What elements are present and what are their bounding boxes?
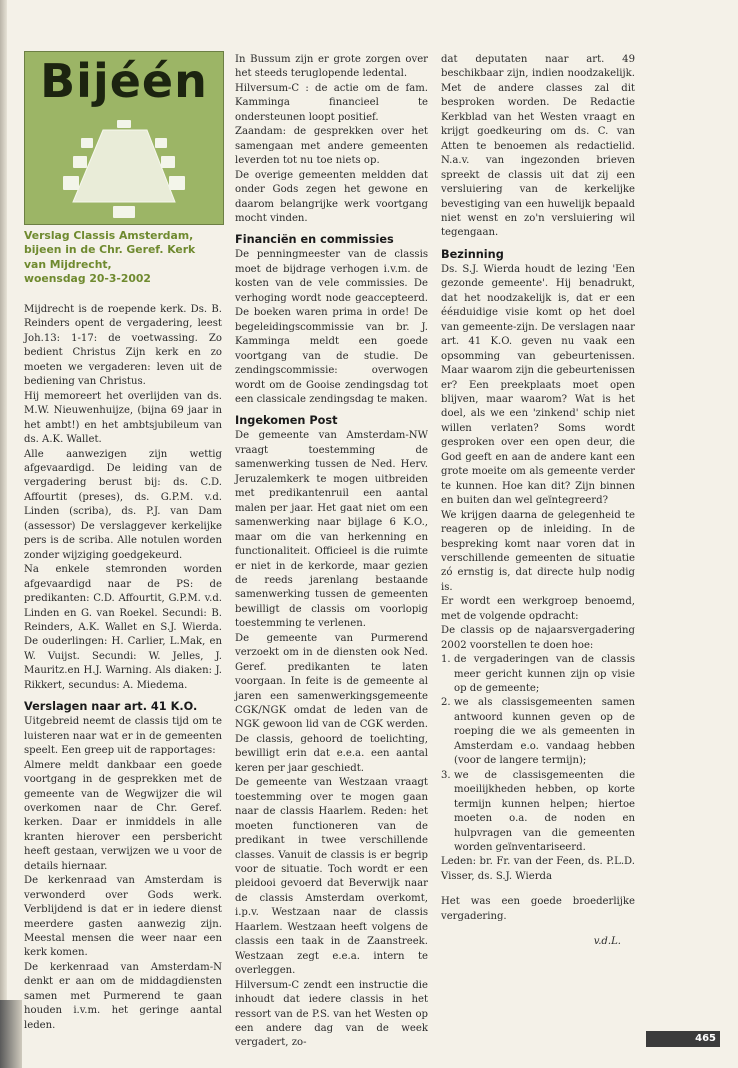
column-1	[24, 303, 222, 1033]
list-item-text: de vergaderingen van de classis meer gericht kunnen zijn op visie op de gemeente;	[454, 654, 635, 695]
page-binding-edge	[0, 0, 7, 1068]
list-item	[441, 769, 635, 856]
paragraph: We krijgen daarna de gelegenheid te reageren op de inleiding. In de bespreking komt naar voren dat in verschillende gemeenten de situatie zó ernstig is, dat directe hulp nodig is.	[441, 509, 635, 593]
header-illustration	[24, 51, 224, 225]
paragraph: dat deputaten naar art. 49 beschikbaar zijn, indien noodzakelijk. Met de andere classes zal dit besproken worden. De Redactie Kerkblad van het Westen vraagt en krijgt goedkeuring om ds. C. van Atten te benoemen als redactielid. N.a.v. van ingezonden brieven spreekt de classis uit dat zij een versluiering van de kerkelijke bevestiging van een huwelijk bepaald niet wenst en zo'n versluiering wil tegengaan.	[441, 54, 635, 239]
author-signature: v.d.L.	[593, 936, 621, 948]
column-3	[441, 53, 635, 950]
paragraph: Almere meldt dankbaar een goede voortgang in de gesprekken met de gemeente van de Wegwijzer die wil overkomen naar de Chr. Geref. kerken. Daar er inmiddels in alle kranten hierover een persbericht heeft gestaan, verwijzen we u voor de details hiernaar.	[24, 759, 222, 872]
section-heading-post: Ingekomen Post	[235, 414, 338, 428]
paragraph: Ds. S.J. Wierda houdt de lezing 'Een gezonde gemeente'. Hij benadrukt, dat het noodzakelijk is, dat er een ééнduidige visie komt op het doel van gemeente-zijn. De verslagen naar art. 41 K.O. geven nu vaak een opsomming van gebeurtenissen. Maar waarom zijn die gebeurtenissen er? Een preekplaats moet open blijven, maar waarom? Wat is het doel, als we een 'zinkend' schip niet willen verlaten? Soms wordt gesproken over een open deur, die God geeft en aan de andere kant een grote moeite om als gemeente verder te kunnen. Hoe kan dit? Zijn binnen en buiten dan wel geïntegreerd?	[441, 263, 635, 507]
paragraph: De gemeente van Purmerend verzoekt om in de diensten ook Ned. Geref. predikanten te laten voorgaan. In feite is de gemeente al jaren een samenwerkingsgemeente CGK/NGK omdat de leden van de NGK gewoon lid van de CGK werden. De classis, gehoord de toelichting, bewilligt erin dat e.e.a. een aantal keren per jaar geschiedt.	[235, 632, 428, 774]
paragraph: Hilversum-C : de actie om de fam. Kamminga financieel te ondersteunen loopt positief.	[235, 82, 428, 123]
list-item-number: 1.	[441, 654, 451, 666]
page-number: 465	[646, 1031, 720, 1047]
paragraph: Uitgebreid neemt de classis tijd om te luisteren naar wat er in de gemeenten speelt. Een greep uit de rapportages:	[24, 716, 222, 757]
paragraph: De kerkenraad van Amsterdam is verwonderd over Gods werk. Verblijdend is dat er in iedere dienst meerdere gasten aanwezig zijn. Meestal mensen die weer naar een kerk komen.	[24, 875, 222, 959]
paragraph: Na enkele stemronden worden afgevaardigd naar de PS: de predikanten: C.D. Affourtit, G.P.M. v.d. Linden en G. van Roekel. Secundi: B. Reinders, A.K. Wallet en S.J. Wierda. De ouderlingen: H. Carlier, L.Mak, en W. Vuijst. Secundi: W. Jelles, J. Mauritz.en H.J. Warning. Als diaken: J. Rikkert, secundus: A. Miedema.	[24, 564, 222, 691]
paragraph: Het was een goede broederlijke vergadering.	[441, 896, 635, 922]
column-2	[235, 53, 428, 1051]
report-title-line: woensdag 20-3-2002	[24, 272, 151, 286]
paragraph: Zaandam: de gesprekken over het samengaan met andere gemeenten leverden tot nu toe niets op.	[235, 126, 428, 167]
report-title-line: Verslag Classis Amsterdam,	[24, 229, 194, 242]
list-item-text: we als classisgemeenten samen antwoord kunnen geven op de roeping die we als gemeenten in Amsterdam e.o. vandaag hebben (voor de langere termijn);	[454, 697, 635, 767]
paragraph: Mijdrecht is de roepende kerk. Ds. B. Reinders opent de vergadering, leest Joh.13: 1-17: de voetwassing. Zo bedient Christus Zijn kerk en zo moeten we vergaderen: leven uit de bediening van Christus.	[24, 304, 222, 388]
section-heading-bezinning: Bezinning	[441, 247, 504, 261]
paragraph: De kerkenraad van Amsterdam-N denkt er aan om de middagdiensten samen met Purmerend te gaan houden i.v.m. het geringe aantal leden.	[24, 961, 222, 1031]
paragraph: Hilversum-C zendt een instructie die inhoudt dat iedere classis in het ressort van de P.S. van het Westen op een andere dag van de week vergadert, zo-	[235, 979, 428, 1049]
report-title-line: bijeen in de Chr. Geref. Kerk	[24, 243, 196, 257]
paragraph: De overige gemeenten meldden dat onder Gods zegen het gewone en daarom belangrijke werk voortgang mocht vinden.	[235, 169, 428, 224]
page-binding-shadow	[0, 1000, 22, 1068]
paragraph: Hij memoreert het overlijden van ds. M.W. Nieuwenhuijze, (bijna 69 jaar in het ambt!) en het ambtsjubileum van ds. A.K. Wallet.	[24, 390, 222, 446]
paragraph: In Bussum zijn er grote zorgen over het steeds teruglopende ledental.	[235, 54, 428, 80]
section-heading-financien: Financiën en commissies	[235, 233, 394, 247]
header-title: Bijéén	[40, 54, 208, 108]
paragraph: Alle aanwezigen zijn wettig afgevaardigd. De leiding van de vergadering berust bij: ds. C.D. Affourtit (preses), ds. G.P.M. v.d. Linden (scriba), ds. P.J. van Dam (assessor) De verslaggever kerkelijke pers is de scriba. Alle notulen worden zonder wijziging goedgekeurd.	[24, 448, 222, 561]
report-title	[24, 229, 224, 287]
list-item	[441, 696, 635, 768]
report-title-line: van Mijdrecht,	[24, 257, 112, 271]
paragraph: De gemeente van Westzaan vraagt toestemming over te mogen gaan naar de classis Haarlem. Reden: het moeten functioneren van de predikant in twee verschillende classes. Vanuit de classis is er begrip voor de situatie. Toch wordt er een pleidooi gevoerd dat Beverwijk naar de classis Amsterdam overkomt, i.p.v. Westzaan naar de classis Haarlem. Westzaan heeft volgens de classis een taak in de Zaanstreek. Westzaan zegt e.e.a. intern te overleggen.	[235, 777, 428, 977]
paragraph: De penningmeester van de classis moet de bijdrage verhogen i.v.m. de kosten van de vele commissies. De verhoging wordt node geaccepteerd. De boeken waren prima in orde! De begeleidingscommissie van br. J. Kamminga meldt een goede voortgang van de studie. De zendingscommissie: overwogen wordt om de Gooise zendingsdag tot een classicale zendingsdag te maken.	[235, 249, 428, 405]
list-item	[441, 653, 635, 696]
list-item-number: 2.	[441, 697, 451, 709]
paragraph: De classis op de najaarsvergadering 2002 voorstellen te doen hoe:	[441, 625, 635, 651]
list-item-text: we de classisgemeenten die moeilijkheden hebben, op korte termijn kunnen helpen; hiertoe moeten o.a. de noden en hulpvragen van die gemeenten worden geïnventariseerd.	[454, 769, 635, 854]
section-heading-verslagen: Verslagen naar art. 41 K.O.	[24, 700, 198, 714]
assignment-list	[441, 653, 635, 855]
paragraph: Er wordt een werkgroep benoemd, met de volgende opdracht:	[441, 596, 635, 622]
paragraph: De gemeente van Amsterdam-NW vraagt toestemming de samenwerking tussen de Ned. Herv. Jeruzalemkerk te mogen uitbreiden met predikantenruil een aantal malen per jaar. Het gaat niet om een samenwerking naar bijlage 6 K.O., maar om die van herkenning en functionaliteit. Officieel is die ruimte er niet in de kerkorde, maar gezien de reeds jarenlang bestaande samenwerking tussen de gemeenten bewilligt de classis om voorlopig toestemming te verlenen.	[235, 430, 428, 630]
paragraph: Leden: br. Fr. van der Feen, ds. P.L.D. Visser, ds. S.J. Wierda	[441, 856, 635, 882]
list-item-number: 3.	[441, 769, 451, 781]
